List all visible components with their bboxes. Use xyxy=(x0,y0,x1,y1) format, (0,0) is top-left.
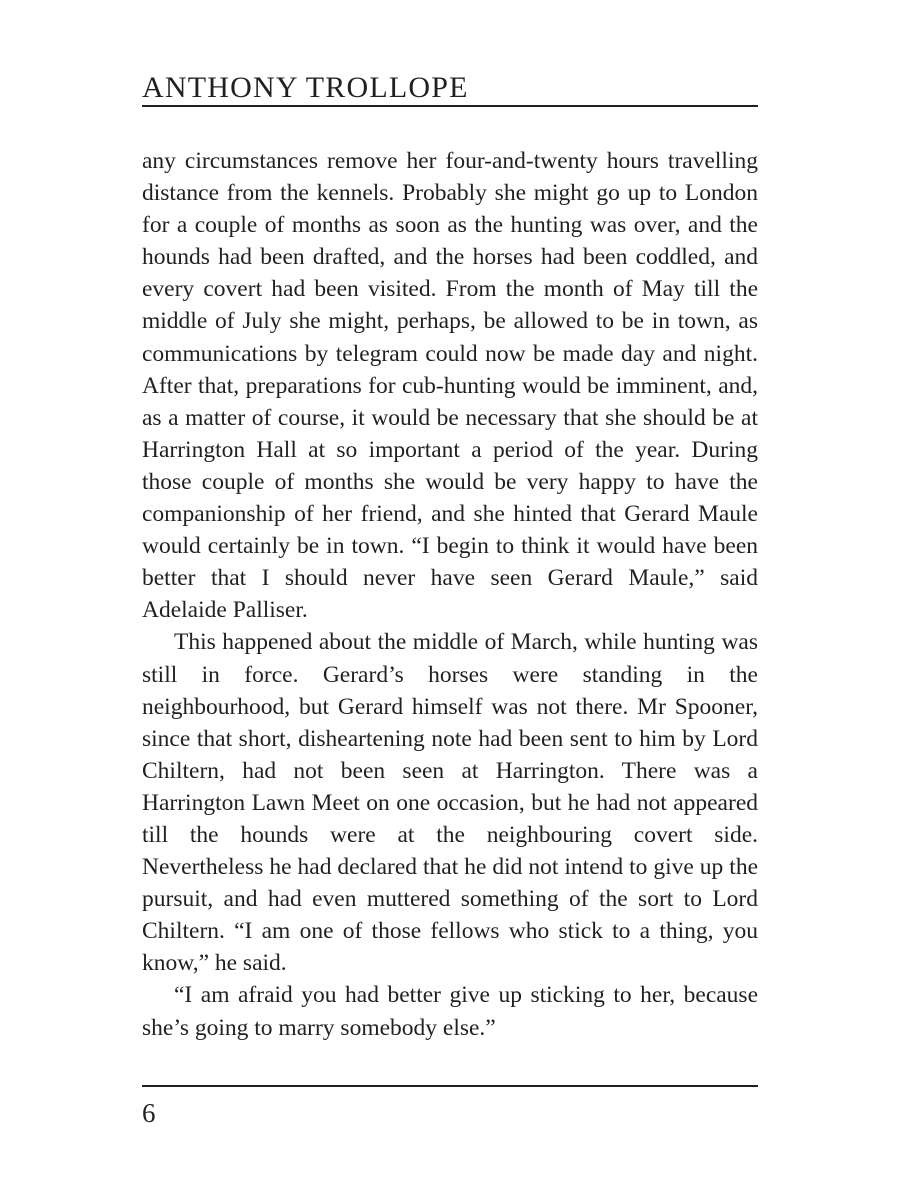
paragraph-3: “I am afraid you had better give up sticking to her, because she’s going to marry somebody else.” xyxy=(142,982,758,1041)
paragraph-2: This happened about the middle of March, while hunting was still in force. Gerard’s horses were standing in the neighbourhood, but Gerard himself was not there. Mr Spooner, since that short, disheartening note had been sent to him by Lord Chiltern, had not been seen at Harrington. There was a Harrington Lawn Meet on one occasion, but he had not appeared till the hounds were at the neighbouring covert side. Nevertheless he had declared that he did not intend to give up the pursuit, and had even muttered something of the sort to Lord Chiltern. “I am one of those fellows who stick to a thing, you know,” he said. xyxy=(142,629,758,977)
page-number: 6 xyxy=(142,1098,156,1128)
header-rule xyxy=(142,105,758,107)
paragraph-1: any circumstances remove her four-and-twenty hours travelling distance from the kennels. Probably she might go up to London for a couple of months as soon as the hunting was over, and the hounds had been drafted, and the horses had been coddled, and every covert had been visited. From the month of May till the middle of July she might, perhaps, be allowed to be in town, as communications by telegram could now be made day and night. After that, preparations for cub-hunting would be imminent, and, as a matter of course, it would be necessary that she should be at Harrington Hall at so important a period of the year. During those couple of months she would be very happy to have the companionship of her friend, and she hinted that Gerard Maule would certainly be in town. “I begin to think it would have been better that I should never have seen Gerard Maule,” said Adelaide Palliser. xyxy=(142,148,758,624)
running-head: ANTHONY TROLLOPE xyxy=(142,71,469,104)
footer-rule xyxy=(142,1085,758,1087)
body-text xyxy=(142,145,758,1044)
